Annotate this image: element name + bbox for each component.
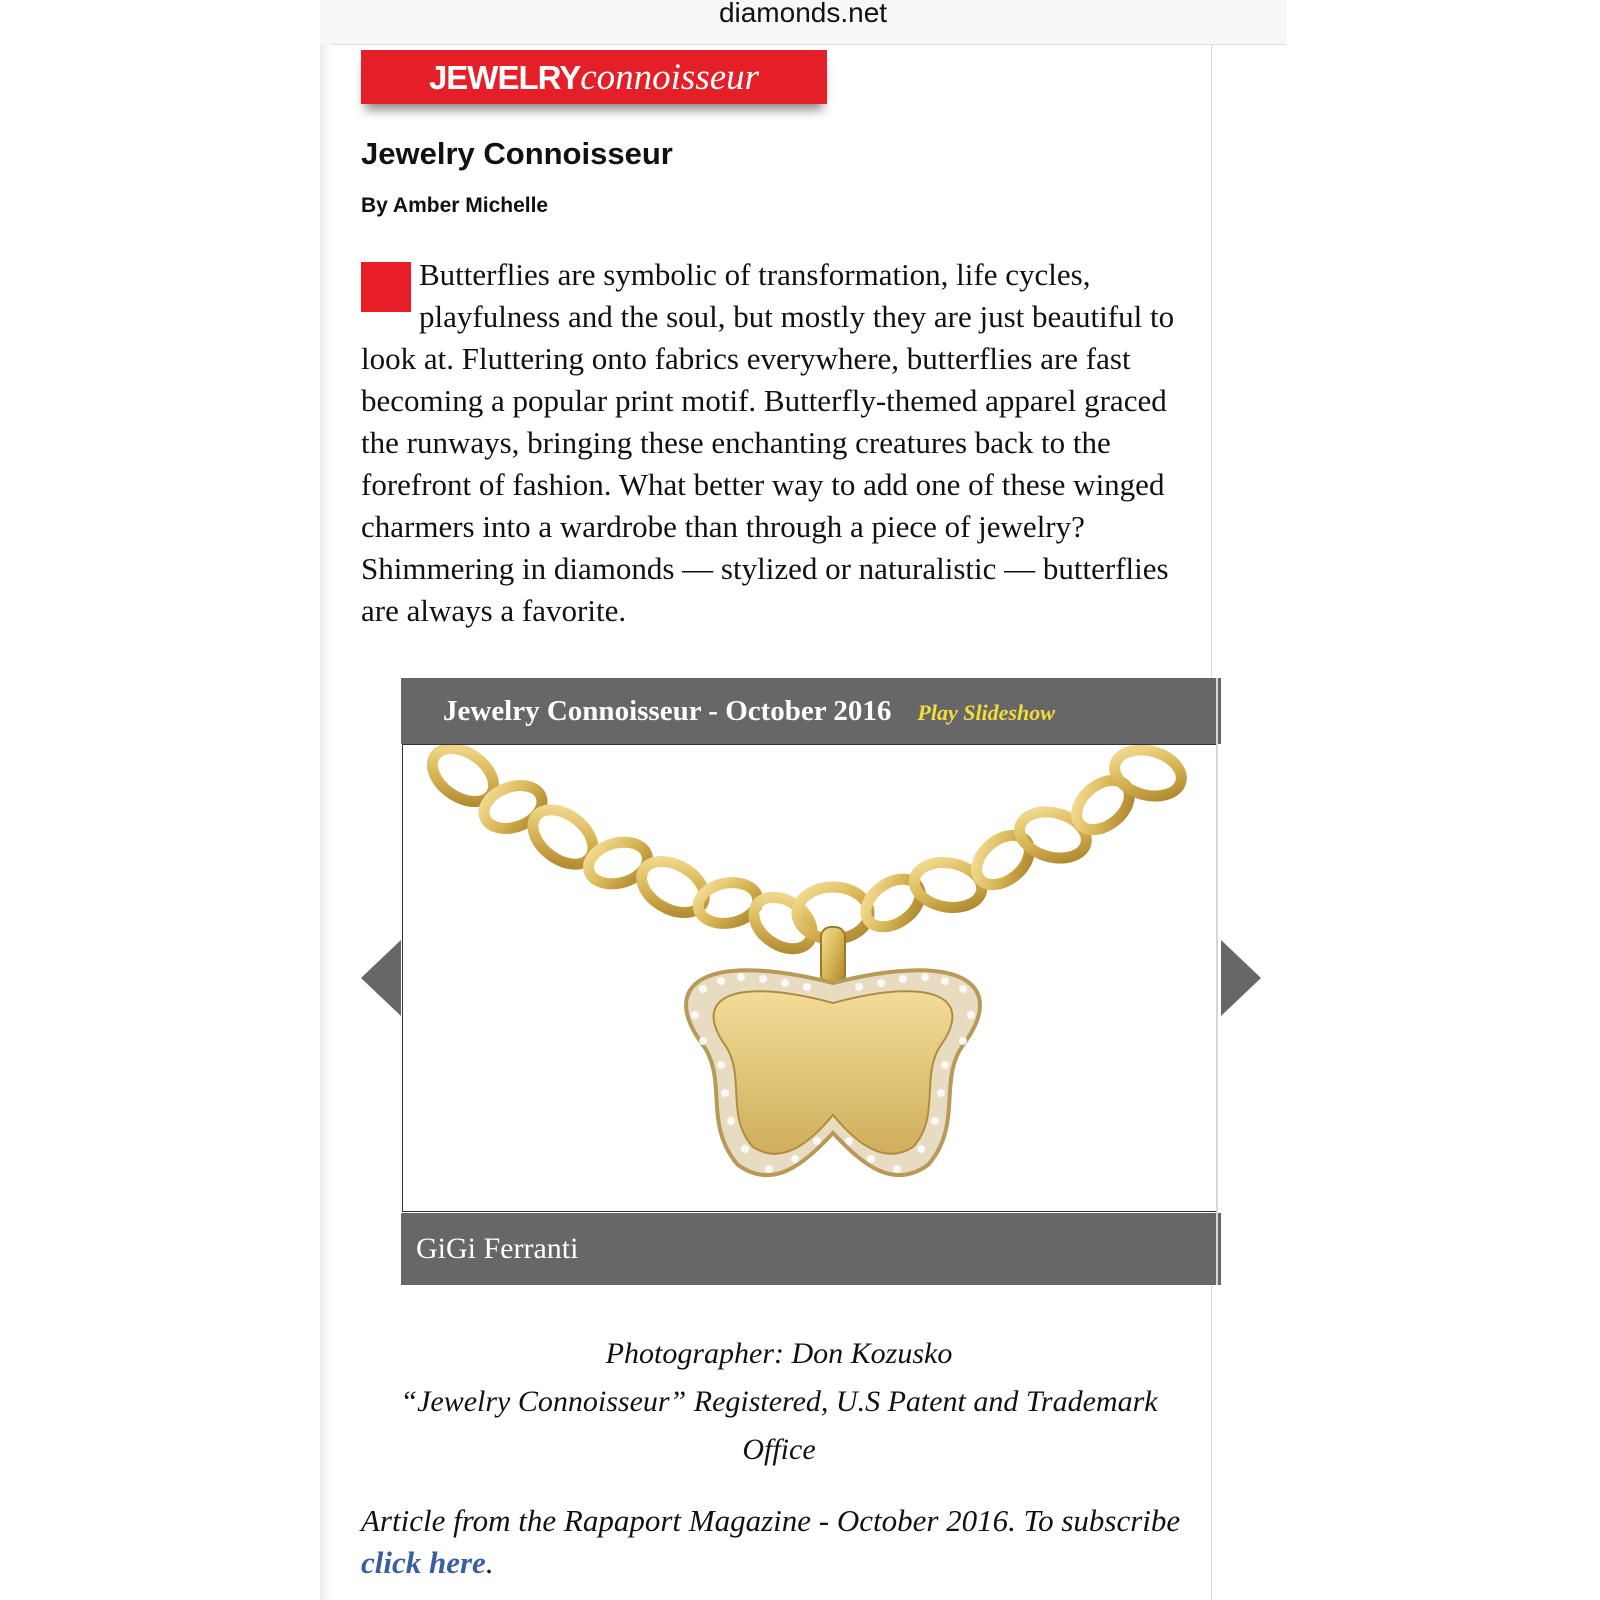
article-body <box>361 254 1197 632</box>
subscribe-text: Article from the Rapaport Magazine - October 2016. To subscribe <box>361 1503 1181 1538</box>
url-text: diamonds.net <box>718 0 888 28</box>
subscribe-note <box>361 1500 1197 1584</box>
slideshow-header <box>401 678 1221 744</box>
page-left-shadow <box>320 44 332 1600</box>
slideshow-title: Jewelry Connoisseur - October 2016 <box>443 695 892 727</box>
next-slide-arrow-icon[interactable] <box>1221 940 1261 1016</box>
article-title: Jewelry Connoisseur <box>361 136 673 171</box>
slide-caption: GiGi Ferranti <box>401 1213 1221 1285</box>
logo-word-jewelry: JEWELRY <box>428 59 581 96</box>
subscribe-suffix: . <box>485 1545 494 1580</box>
trademark-line-1: “Jewelry Connoisseur” Registered, U.S Patent and Trademark <box>400 1385 1158 1418</box>
trademark-line-2: Office <box>742 1433 816 1466</box>
jewelry-connoisseur-logo <box>361 50 827 104</box>
logo-word-connoisseur: connoisseur <box>580 57 760 98</box>
article-body-text: Butterflies are symbolic of transformation, life cycles, playfulness and the soul, but mostly they are just beautiful to look at. Fluttering onto fabrics everywhere, butterflies are fast becoming a popular print motif. Butterfly-themed apparel graced the runways, bringing these enchanting creatures back to the forefront of fashion. What better way to add one of these winged charmers into a wardrobe than through a piece of jewelry? Shimmering in diamonds — stylized or naturalistic — butterflies are always a favorite. <box>361 257 1175 628</box>
photo-credits <box>361 1330 1197 1474</box>
slide-image <box>402 744 1218 1212</box>
butterfly-pendant-necklace-image <box>403 745 1218 1212</box>
previous-slide-arrow-icon[interactable] <box>361 940 401 1016</box>
article-byline: By Amber Michelle <box>361 194 549 217</box>
slideshow-right-edge <box>1216 678 1218 1285</box>
photographer-credit: Photographer: Don Kozusko <box>605 1337 953 1370</box>
red-square-dropcap <box>361 262 411 312</box>
play-slideshow-link[interactable]: Play Slideshow <box>917 700 1055 725</box>
address-bar[interactable] <box>320 0 1286 45</box>
subscribe-click-here-link[interactable]: click here <box>361 1545 486 1580</box>
